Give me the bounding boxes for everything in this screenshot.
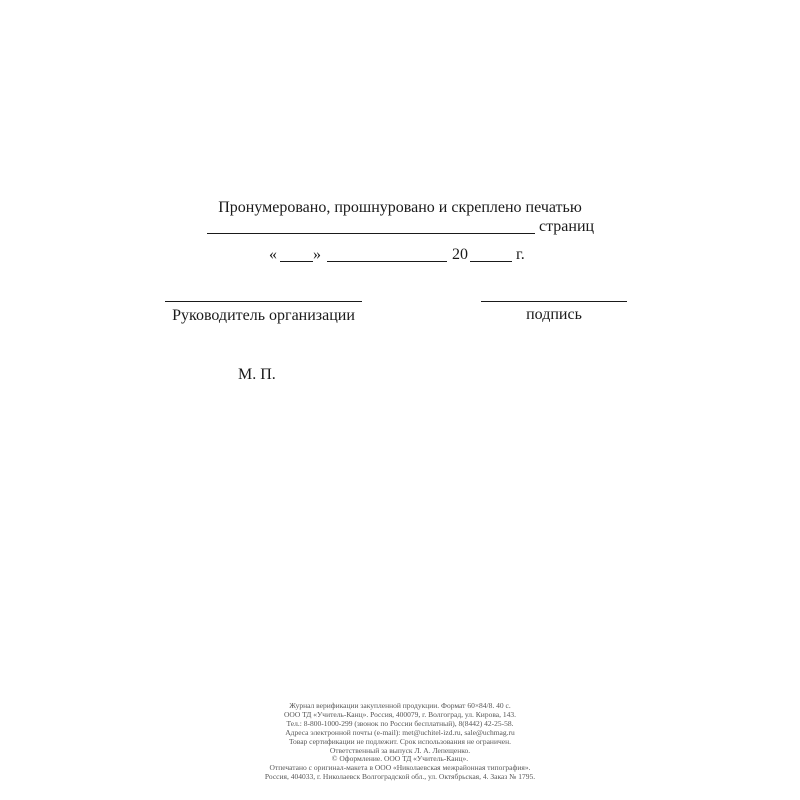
imprint-line: © Оформление. ООО ТД «Учитель-Канц». bbox=[331, 754, 469, 764]
head-of-organization-label: Руководитель организации bbox=[172, 307, 355, 324]
date-month-blank bbox=[327, 261, 447, 262]
imprint-line: Тел.: 8-800-1000-299 (звонок по России бесплатный), 8(8442) 42-25-58. bbox=[286, 718, 514, 728]
imprint-line: Россия, 404033, г. Николаевск Волгоградской обл., ул. Октябрьская, 4. Заказ № 1795. bbox=[264, 772, 536, 782]
imprint-line: Товар сертификации не подлежит. Срок использования не ограничен. bbox=[289, 736, 511, 746]
imprint-line: ООО ТД «Учитель-Канц». Россия, 400079, г. Волгоград, ул. Кирова, 143. bbox=[284, 709, 516, 719]
imprint-line: Адреса электронной почты (e-mail): met@uchitel-izd.ru, sale@uchmag.ru bbox=[285, 727, 515, 737]
imprint-block bbox=[200, 702, 600, 782]
date-year-blank bbox=[470, 261, 512, 262]
imprint-line: Ответственный за выпуск Л. А. Лепещенко. bbox=[329, 745, 471, 755]
signature-label: подпись bbox=[526, 306, 582, 323]
head-signature-line bbox=[165, 301, 362, 302]
date-open-quote: « bbox=[269, 246, 277, 263]
heading: Пронумеровано, прошнуровано и скреплено печатью bbox=[218, 199, 582, 216]
date-year-suffix: г. bbox=[516, 246, 525, 263]
seal-place-label: М. П. bbox=[238, 366, 276, 383]
date-close-quote: » bbox=[313, 246, 321, 263]
imprint-line: Отпечатано с оригинал-макета в ООО «Николаевская межрайонная типография». bbox=[269, 763, 531, 773]
pages-count-blank bbox=[207, 233, 535, 234]
date-year-prefix: 20 bbox=[452, 246, 468, 263]
pages-label: страниц bbox=[539, 218, 595, 235]
date-day-blank bbox=[280, 261, 313, 262]
signature-line bbox=[481, 301, 627, 302]
imprint-line: Журнал верификации закупленной продукции. Формат 60×84/8. 40 с. bbox=[289, 701, 511, 710]
